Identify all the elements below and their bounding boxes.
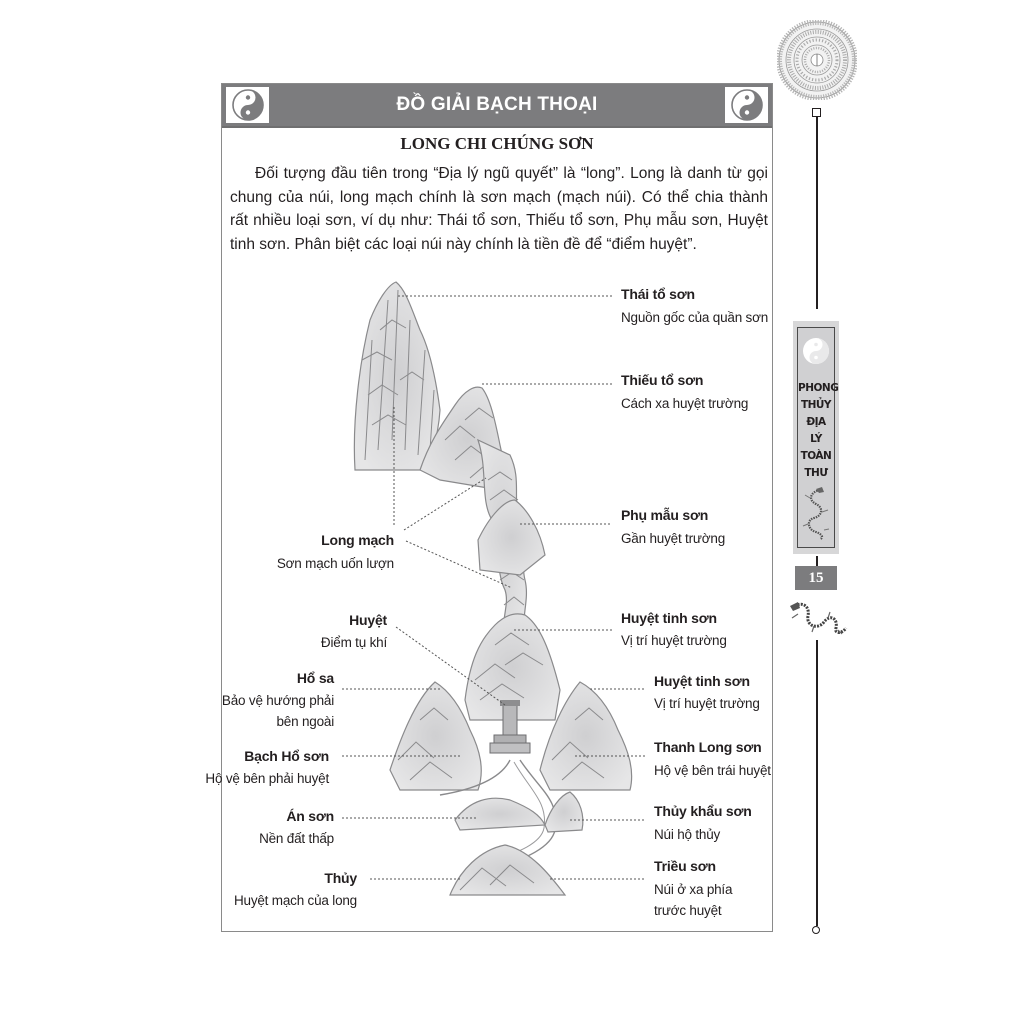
label-title: Thái tổ sơn <box>621 286 695 302</box>
label-ho-sa <box>222 668 334 732</box>
yin-yang-icon <box>730 88 764 122</box>
header-icon-box-right <box>725 87 768 123</box>
label-desc: Hộ vệ bên trái huyệt <box>654 763 771 778</box>
intro-text: Đối tượng đầu tiên trong “Địa lý ngũ quyết” là “long”. Long là danh từ gọi chung của núi, long mạch chính là sơn mạch (mạch núi). Có thể chia thành rất nhiều loại sơn, ví dụ như: Thái tổ sơn, Thiếu tổ sơn, Phụ mẫu sơn, Huyệt tinh sơn. Phân biệt các loại núi này chính là tiền đề để “điểm huyệt”. <box>230 165 768 253</box>
label-thai-to-son <box>621 284 768 328</box>
label-title: Bạch Hổ sơn <box>244 748 329 764</box>
label-desc: Gần huyệt trường <box>621 531 725 546</box>
label-desc-line2: trước huyệt <box>654 903 722 918</box>
label-title: Huyệt tinh sơn <box>621 610 717 626</box>
label-desc: Nguồn gốc của quần sơn <box>621 310 769 325</box>
banner-line: PHONG <box>798 382 839 394</box>
label-title: Thủy khẩu sơn <box>654 803 752 819</box>
label-desc: Vị trí huyệt trường <box>621 633 727 648</box>
intro-paragraph <box>230 162 768 256</box>
label-desc: Nền đất thấp <box>259 831 334 846</box>
banner-line: THƯ <box>804 467 828 479</box>
dragon-icon <box>802 486 830 540</box>
label-long-mach <box>277 530 394 574</box>
label-phu-mau-son <box>621 505 725 549</box>
label-bach-ho-son <box>205 746 329 789</box>
label-desc: Điểm tụ khí <box>320 635 387 650</box>
dragon-icon <box>788 598 848 638</box>
label-desc: Bảo vệ hướng phải <box>221 693 334 708</box>
page-number: 15 <box>795 566 837 590</box>
label-thuy <box>234 868 357 911</box>
label-title: Long mạch <box>321 532 394 548</box>
label-desc: Sơn mạch uốn lượn <box>276 556 394 571</box>
side-rule-middle <box>816 556 818 566</box>
banner-text <box>798 380 839 482</box>
label-thuy-khau-son <box>654 801 752 845</box>
label-desc: Vị trí huyệt trường <box>654 696 760 711</box>
label-title: Thiếu tổ sơn <box>621 372 704 388</box>
rule-circle-cap <box>812 926 820 934</box>
banner-frame <box>797 327 839 548</box>
banner-line: THỦY <box>800 399 832 411</box>
yin-yang-icon <box>801 336 831 366</box>
label-desc: Hộ vệ bên phải huyệt <box>205 771 329 786</box>
label-thieu-to-son <box>621 370 748 414</box>
label-title: Thanh Long sơn <box>654 739 762 755</box>
banner-line: TOÀN <box>800 450 832 462</box>
label-huyet-tinh-son-1 <box>621 608 727 651</box>
label-title: Án sơn <box>286 808 334 824</box>
rule-square-cap <box>812 108 821 117</box>
label-desc: Huyệt mạch của long <box>233 893 357 908</box>
label-title: Triều sơn <box>654 858 716 874</box>
label-title: Huyệt <box>349 612 387 628</box>
side-rule-top <box>816 116 818 309</box>
label-desc-line2: bên ngoài <box>276 714 334 729</box>
label-desc: Núi hộ thủy <box>654 827 721 842</box>
label-an-son <box>259 806 334 849</box>
side-rule-bottom <box>816 640 818 926</box>
label-title: Thủy <box>324 870 357 886</box>
banner-line: LÝ <box>810 433 822 445</box>
label-title: Huyệt tinh sơn <box>654 673 750 689</box>
header-bar <box>222 84 772 128</box>
label-thanh-long-son <box>654 737 771 781</box>
label-title: Phụ mẫu sơn <box>621 507 709 523</box>
label-desc: Cách xa huyệt trường <box>621 396 749 411</box>
section-title: LONG CHI CHÚNG SƠN <box>400 134 594 153</box>
label-trieu-son <box>654 856 732 921</box>
header-title: ĐỒ GIẢI BẠCH THOẠI <box>396 94 598 115</box>
compass-luopan-icon <box>777 20 857 100</box>
banner-line: ĐỊA <box>806 416 826 428</box>
label-huyet-tinh-son-2 <box>654 671 760 714</box>
label-title: Hổ sa <box>296 670 334 686</box>
label-desc: Núi ở xa phía <box>654 882 733 897</box>
label-huyet <box>321 610 387 653</box>
book-title-banner <box>793 321 839 554</box>
